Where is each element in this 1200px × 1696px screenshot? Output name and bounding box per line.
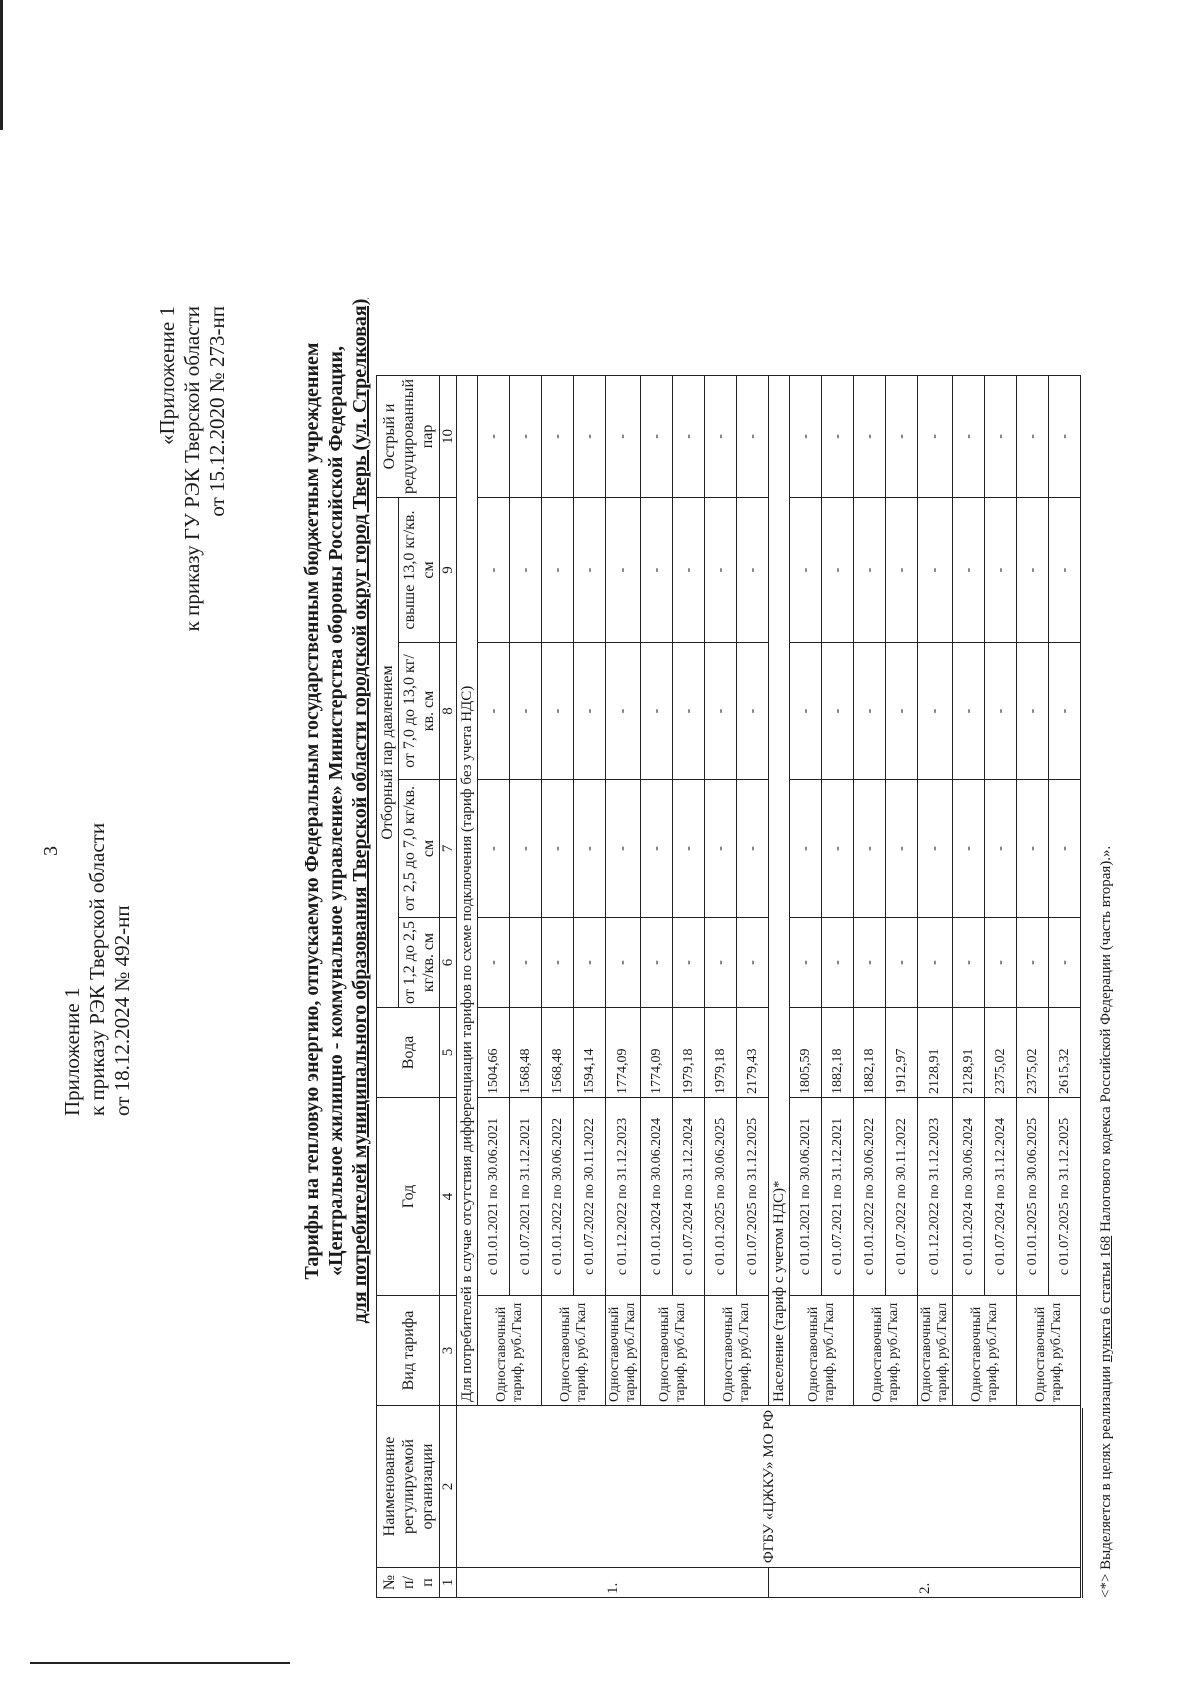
- steam-tariff: -: [737, 375, 769, 497]
- col-header-p2: от 2,5 до 7,0 кг/кв. см: [399, 780, 440, 918]
- period: с 01.01.2025 по 30.06.2025: [1017, 1098, 1049, 1296]
- title-line: «Центральное жилищно - коммунальное управление» Министерства обороны Российской Федерации,: [325, 346, 347, 1276]
- steam-tariff: -: [478, 780, 510, 918]
- steam-tariff: -: [822, 498, 854, 643]
- steam-tariff: -: [953, 375, 985, 497]
- period: с 01.07.2021 по 31.12.2021: [822, 1098, 854, 1296]
- steam-tariff: -: [953, 780, 985, 918]
- tariff-type: Одноставочный тариф, руб./Гкал: [478, 1296, 542, 1406]
- steam-tariff: -: [705, 643, 737, 780]
- steam-tariff: -: [641, 780, 673, 918]
- tariff-type: Одноставочный тариф, руб./Гкал: [641, 1296, 705, 1406]
- period: с 01.07.2022 по 30.11.2022: [886, 1098, 918, 1296]
- steam-tariff: -: [574, 498, 606, 643]
- tariff-table: [376, 375, 1081, 1598]
- steam-tariff: -: [542, 780, 574, 918]
- col-header-p4: свыше 13,0 кг/кв. см: [399, 498, 440, 643]
- period: с 01.07.2021 по 31.12.2021: [510, 1098, 542, 1296]
- col-number: 8: [440, 643, 457, 780]
- steam-tariff: -: [822, 918, 854, 1008]
- col-header-p3: от 7,0 до 13,0 кг/кв. см: [399, 643, 440, 780]
- steam-tariff: -: [886, 498, 918, 643]
- steam-tariff: -: [737, 643, 769, 780]
- steam-tariff: -: [641, 918, 673, 1008]
- steam-tariff: -: [737, 918, 769, 1008]
- period: с 01.07.2025 по 31.12.2025: [1049, 1098, 1081, 1296]
- water-tariff: 1568,48: [510, 1008, 542, 1098]
- tariff-type: Одноставочный тариф, руб./Гкал: [1017, 1296, 1081, 1406]
- tariff-type: Одноставочный тариф, руб./Гкал: [854, 1296, 918, 1406]
- period: с 01.12.2022 по 31.12.2023: [918, 1098, 953, 1296]
- steam-tariff: -: [478, 498, 510, 643]
- steam-tariff: -: [790, 375, 822, 497]
- water-tariff: 1774,09: [641, 1008, 673, 1098]
- steam-tariff: -: [542, 643, 574, 780]
- steam-tariff: -: [542, 918, 574, 1008]
- appendix-header: [60, 696, 135, 1116]
- water-tariff: 1774,09: [606, 1008, 641, 1098]
- steam-tariff: -: [790, 918, 822, 1008]
- tariff-type: Одноставочный тариф, руб./Гкал: [790, 1296, 854, 1406]
- water-tariff: 1594,14: [574, 1008, 606, 1098]
- water-tariff: 1979,18: [705, 1008, 737, 1098]
- steam-tariff: -: [737, 780, 769, 918]
- steam-tariff: -: [574, 643, 606, 780]
- steam-tariff: -: [673, 643, 705, 780]
- col-number: 4: [440, 1098, 457, 1296]
- col-header-tariff-type: Вид тарифа: [377, 1296, 440, 1406]
- steam-tariff: -: [705, 498, 737, 643]
- steam-tariff: -: [1017, 498, 1049, 643]
- col-header-year: Год: [377, 1098, 440, 1296]
- steam-tariff: -: [542, 498, 574, 643]
- steam-tariff: -: [641, 498, 673, 643]
- page-number: 3: [40, 846, 62, 856]
- section-number: 1.: [457, 1568, 769, 1598]
- appendix-header-line: от 18.12.2024 № 492-нп: [110, 905, 134, 1116]
- steam-tariff: -: [822, 375, 854, 497]
- steam-tariff: -: [985, 918, 1017, 1008]
- water-tariff: 2375,02: [985, 1008, 1017, 1098]
- water-tariff: 1912,97: [886, 1008, 918, 1098]
- water-tariff: 2128,91: [918, 1008, 953, 1098]
- steam-tariff: -: [673, 498, 705, 643]
- col-number: 10: [440, 375, 457, 497]
- period: с 01.12.2022 по 31.12.2023: [606, 1098, 641, 1296]
- steam-tariff: -: [510, 375, 542, 497]
- col-header-org: Наименование регулируемой организации: [377, 1406, 440, 1568]
- water-tariff: 2128,91: [953, 1008, 985, 1098]
- steam-tariff: -: [854, 918, 886, 1008]
- period: с 01.07.2024 по 31.12.2024: [985, 1098, 1017, 1296]
- period: с 01.07.2022 по 30.11.2022: [574, 1098, 606, 1296]
- tariff-type: Одноставочный тариф, руб./Гкал: [705, 1296, 769, 1406]
- steam-tariff: -: [510, 780, 542, 918]
- period: с 01.01.2022 по 30.06.2022: [854, 1098, 886, 1296]
- steam-tariff: -: [953, 643, 985, 780]
- appendix-header-line: к приказу РЭК Тверской области: [85, 822, 109, 1116]
- steam-tariff: -: [606, 780, 641, 918]
- water-tariff: 2375,02: [1017, 1008, 1049, 1098]
- col-number: 2: [440, 1406, 457, 1568]
- period: с 01.07.2024 по 31.12.2024: [673, 1098, 705, 1296]
- steam-tariff: -: [1017, 643, 1049, 780]
- section-title: Население (тариф с учетом НДС)*: [769, 375, 790, 1405]
- section-row: [457, 375, 478, 1597]
- steam-tariff: -: [1017, 780, 1049, 918]
- previous-appendix-header-line: от 15.12.2020 № 273-нп: [205, 306, 229, 517]
- steam-tariff: -: [705, 780, 737, 918]
- steam-tariff: -: [1049, 375, 1081, 497]
- steam-tariff: -: [886, 780, 918, 918]
- section-number: 2.: [769, 1568, 1081, 1598]
- steam-tariff: -: [606, 375, 641, 497]
- steam-tariff: -: [673, 780, 705, 918]
- steam-tariff: -: [886, 375, 918, 497]
- steam-tariff: -: [510, 643, 542, 780]
- organization-name: ФГБУ «ЦЖКУ» МО РФ: [457, 1406, 1081, 1568]
- steam-tariff: -: [918, 643, 953, 780]
- steam-tariff: -: [478, 918, 510, 1008]
- steam-tariff: -: [1049, 918, 1081, 1008]
- steam-tariff: -: [574, 375, 606, 497]
- steam-tariff: -: [790, 498, 822, 643]
- steam-tariff: -: [574, 918, 606, 1008]
- steam-tariff: -: [886, 918, 918, 1008]
- steam-tariff: -: [918, 375, 953, 497]
- footnote-rule: [1082, 1408, 1083, 1598]
- water-tariff: 1882,18: [822, 1008, 854, 1098]
- tariff-type: Одноставочный тариф, руб./Гкал: [918, 1296, 953, 1406]
- title-line: Тарифы на тепловую энергию, отпускаемую Федеральным государственным бюджетным учреждением: [301, 342, 323, 1280]
- previous-appendix-header: [155, 306, 230, 906]
- appendix-header-line: Приложение 1: [60, 987, 84, 1116]
- steam-tariff: -: [510, 918, 542, 1008]
- water-tariff: 1568,48: [542, 1008, 574, 1098]
- tariff-type: Одноставочный тариф, руб./Гкал: [953, 1296, 1017, 1406]
- steam-tariff: -: [985, 498, 1017, 643]
- col-number: 3: [440, 1296, 457, 1406]
- steam-tariff: -: [790, 780, 822, 918]
- steam-tariff: -: [822, 643, 854, 780]
- steam-tariff: -: [673, 918, 705, 1008]
- col-number: 1: [440, 1568, 457, 1598]
- period: с 01.01.2024 по 30.06.2024: [953, 1098, 985, 1296]
- footnote-link: пункта 6 статьи 168: [1098, 1235, 1114, 1363]
- steam-tariff: -: [1049, 780, 1081, 918]
- water-tariff: 1504,66: [478, 1008, 510, 1098]
- steam-tariff: -: [478, 375, 510, 497]
- steam-tariff: -: [918, 498, 953, 643]
- steam-tariff: -: [918, 918, 953, 1008]
- tariff-type: Одноставочный тариф, руб./Гкал: [542, 1296, 606, 1406]
- steam-tariff: -: [886, 643, 918, 780]
- steam-tariff: -: [854, 643, 886, 780]
- previous-appendix-header-line: «Приложение 1: [155, 306, 179, 445]
- steam-tariff: -: [705, 918, 737, 1008]
- steam-tariff: -: [542, 375, 574, 497]
- steam-tariff: -: [606, 498, 641, 643]
- steam-tariff: -: [641, 375, 673, 497]
- col-header-water: Вода: [377, 1008, 440, 1098]
- col-header-p1: от 1,2 до 2,5 кг/кв. см: [399, 918, 440, 1008]
- col-header-num: № п/ п: [377, 1568, 440, 1598]
- water-tariff: 1979,18: [673, 1008, 705, 1098]
- col-number: 7: [440, 780, 457, 918]
- previous-appendix-header-line: к приказу ГУ РЭК Тверской области: [180, 306, 204, 632]
- steam-tariff: -: [478, 643, 510, 780]
- document-title: [300, 151, 372, 1471]
- steam-tariff: -: [1017, 375, 1049, 497]
- steam-tariff: -: [854, 498, 886, 643]
- steam-tariff: -: [641, 643, 673, 780]
- period: с 01.07.2025 по 31.12.2025: [737, 1098, 769, 1296]
- water-tariff: 1805,59: [790, 1008, 822, 1098]
- steam-tariff: -: [953, 918, 985, 1008]
- col-number: 9: [440, 498, 457, 643]
- period: с 01.01.2024 по 30.06.2024: [641, 1098, 673, 1296]
- footnote-suffix: Налогового кодекса Российской Федерации (часть вторая).».: [1098, 845, 1114, 1236]
- steam-tariff: -: [1017, 918, 1049, 1008]
- steam-tariff: -: [606, 643, 641, 780]
- steam-tariff: -: [606, 918, 641, 1008]
- footnote-prefix: <*> Выделяется в целях реализации: [1098, 1362, 1114, 1598]
- steam-tariff: -: [673, 375, 705, 497]
- period: с 01.01.2025 по 30.06.2025: [705, 1098, 737, 1296]
- steam-tariff: -: [854, 780, 886, 918]
- steam-tariff: -: [574, 780, 606, 918]
- tariff-type: Одноставочный тариф, руб./Гкал: [606, 1296, 641, 1406]
- steam-tariff: -: [985, 780, 1017, 918]
- steam-tariff: -: [1049, 498, 1081, 643]
- footnote: [1098, 846, 1115, 1598]
- water-tariff: 1882,18: [854, 1008, 886, 1098]
- steam-tariff: -: [985, 643, 1017, 780]
- steam-tariff: -: [918, 780, 953, 918]
- title-line: для потребителей муниципального образования Тверской области городской округ город Тверь (ул. Стрелковая): [349, 298, 371, 1324]
- col-header-sharp-steam: Острый и редуцированный пар: [377, 375, 440, 497]
- period: с 01.01.2022 по 30.06.2022: [542, 1098, 574, 1296]
- steam-tariff: -: [737, 498, 769, 643]
- section-title: Для потребителей в случае отсутствия дифференциации тарифов по схеме подключения (тариф без учета НДС): [457, 375, 478, 1405]
- steam-tariff: -: [790, 643, 822, 780]
- water-tariff: 2179,43: [737, 1008, 769, 1098]
- col-header-steam-group: Отборный пар давлением: [377, 498, 399, 1008]
- period: с 01.01.2021 по 30.06.2021: [478, 1098, 510, 1296]
- col-number: 6: [440, 918, 457, 1008]
- steam-tariff: -: [822, 780, 854, 918]
- period: с 01.01.2021 по 30.06.2021: [790, 1098, 822, 1296]
- steam-tariff: -: [705, 375, 737, 497]
- steam-tariff: -: [854, 375, 886, 497]
- steam-tariff: -: [1049, 643, 1081, 780]
- col-number: 5: [440, 1008, 457, 1098]
- water-tariff: 2615,32: [1049, 1008, 1081, 1098]
- steam-tariff: -: [985, 375, 1017, 497]
- steam-tariff: -: [510, 498, 542, 643]
- steam-tariff: -: [953, 498, 985, 643]
